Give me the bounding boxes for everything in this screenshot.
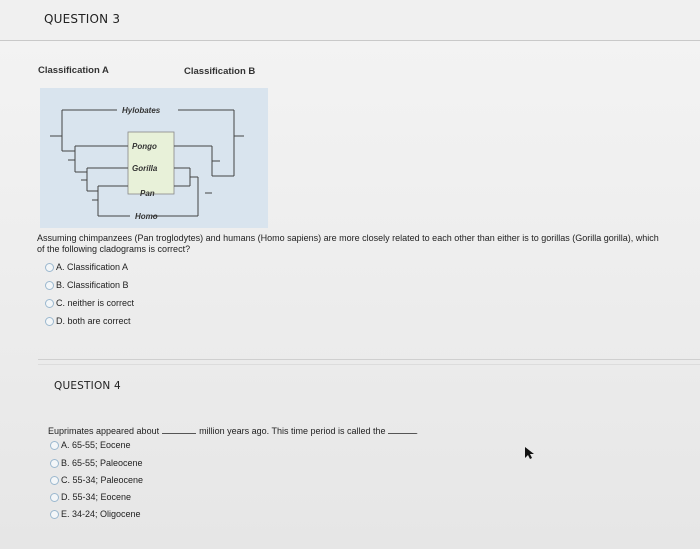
mouse-cursor-icon — [524, 446, 536, 460]
question-3-prompt: Assuming chimpanzees (Pan troglodytes) and humans (Homo sapiens) are more closely related to each other than either is to gorillas (Gorilla gorilla), which of the following cladograms is correct? — [37, 233, 659, 254]
q4-option-e[interactable] — [50, 509, 141, 519]
question-divider — [38, 359, 700, 360]
radio-button[interactable] — [45, 263, 54, 272]
question-4-title: QUESTION 4 — [54, 380, 121, 392]
option-label: E. 34-24; Oligocene — [61, 509, 141, 519]
radio-button[interactable] — [50, 476, 59, 485]
q4-option-a[interactable] — [50, 440, 131, 450]
question-3-header — [0, 0, 700, 41]
cladogram-figure — [40, 88, 272, 233]
radio-button[interactable] — [50, 459, 59, 468]
prompt-part-1: Euprimates appeared about — [48, 426, 160, 436]
radio-button[interactable] — [50, 441, 59, 450]
q3-option-c[interactable] — [45, 298, 134, 308]
radio-button[interactable] — [50, 493, 59, 502]
radio-button[interactable] — [45, 281, 54, 290]
option-label: D. both are correct — [56, 316, 131, 326]
q4-option-d[interactable] — [50, 492, 131, 502]
cladogram-svg — [40, 88, 272, 228]
classification-b-label: Classification B — [184, 66, 256, 77]
option-label: B. 65-55; Paleocene — [61, 458, 143, 468]
q3-option-d[interactable] — [45, 316, 131, 326]
prompt-part-2: million years ago. This time period is called the — [199, 426, 386, 436]
option-label: C. 55-34; Paleocene — [61, 475, 144, 485]
blank-1 — [162, 425, 196, 434]
radio-button[interactable] — [50, 510, 59, 519]
radio-button[interactable] — [45, 299, 54, 308]
option-label: A. 65-55; Eocene — [61, 440, 131, 450]
prompt-end: . — [415, 426, 419, 436]
q4-option-c[interactable] — [50, 475, 143, 485]
radio-button[interactable] — [45, 317, 54, 326]
taxon-pan: Pan — [140, 189, 155, 198]
question-4-prompt — [48, 425, 418, 436]
classification-a-label: Classification A — [38, 65, 109, 76]
taxon-pongo: Pongo — [132, 142, 157, 151]
option-label: A. Classification A — [56, 262, 129, 272]
option-label: B. Classification B — [56, 280, 129, 290]
taxon-hylobates: Hylobates — [122, 106, 161, 115]
taxon-homo: Homo — [135, 212, 158, 221]
option-label: D. 55-34; Eocene — [61, 492, 132, 502]
question-divider-2 — [38, 364, 700, 365]
q3-option-b[interactable] — [45, 280, 129, 290]
q4-option-b[interactable] — [50, 458, 143, 468]
option-label: C. neither is correct — [56, 298, 135, 308]
question-3-title: QUESTION 3 — [44, 12, 121, 26]
taxon-gorilla: Gorilla — [132, 164, 158, 173]
q3-option-a[interactable] — [45, 262, 128, 272]
blank-2 — [388, 425, 416, 434]
